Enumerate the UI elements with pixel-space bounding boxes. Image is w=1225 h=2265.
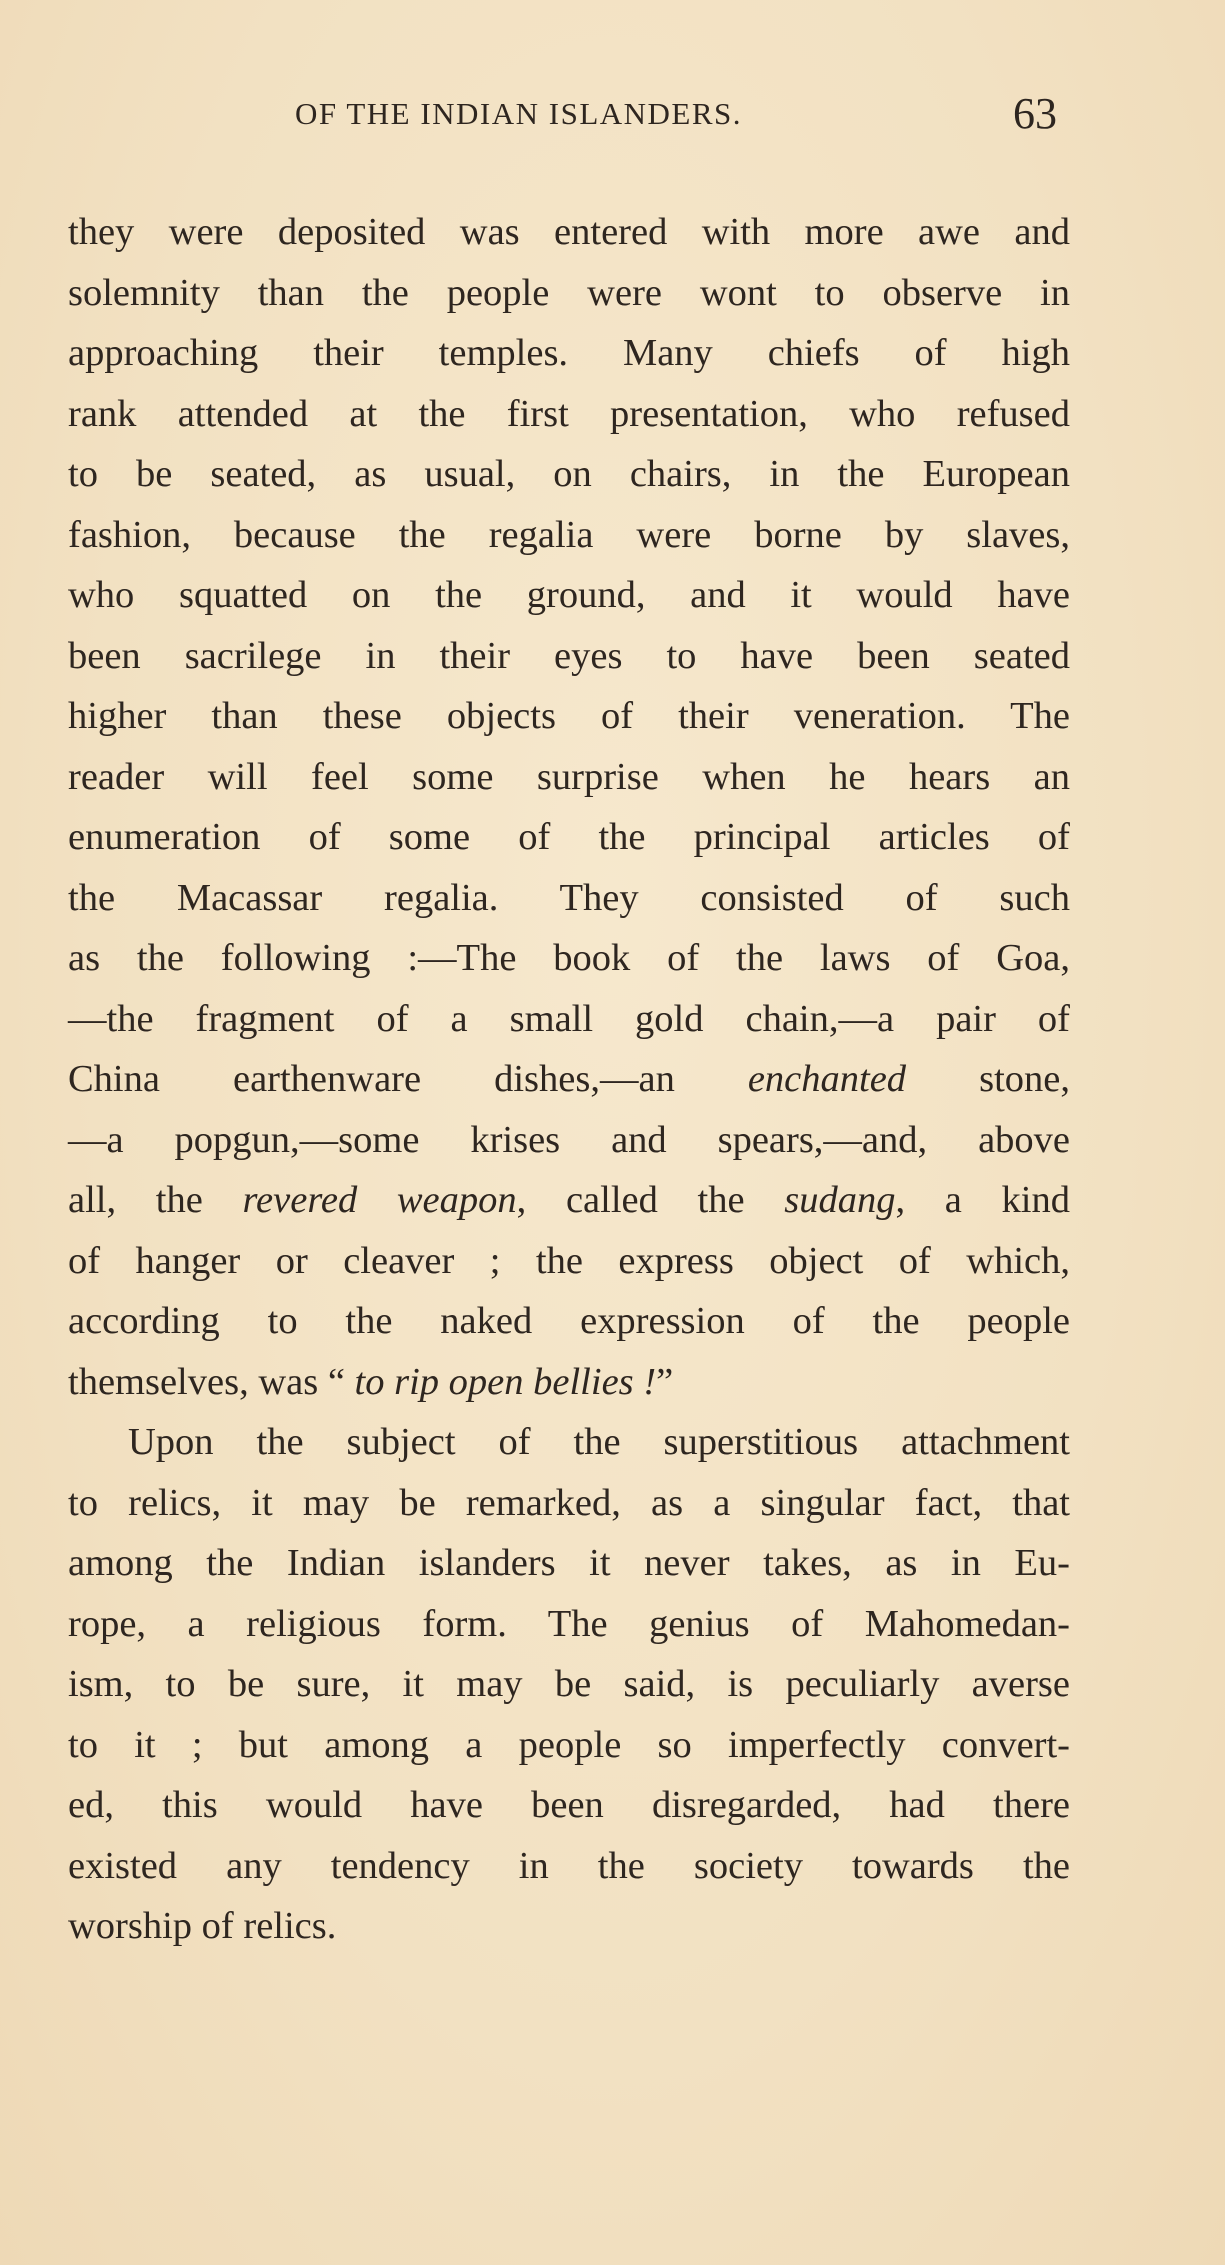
text-line: as the following :—The book of the laws of Goa,: [68, 937, 1070, 979]
text-line: to it ; but among a people so imperfectly convert-: [68, 1723, 1070, 1766]
text-run: ”: [656, 1360, 674, 1403]
italic-run: sudang: [784, 1179, 896, 1221]
text-run: all, the: [68, 1179, 243, 1221]
text-run: stone,: [906, 1058, 1070, 1100]
italic-run: enchanted: [747, 1058, 907, 1100]
text-run: , a kind: [895, 1179, 1070, 1221]
text-line: to relics, it may be remarked, as a singular fact, that: [68, 1481, 1070, 1524]
text-line: rope, a religious form. The genius of Mahomedan-: [68, 1602, 1070, 1645]
running-title: OF THE INDIAN ISLANDERS.: [295, 96, 743, 131]
text-line: existed any tendency in the society towards the: [68, 1844, 1070, 1887]
body-text: [68, 202, 1070, 1957]
running-head: [0, 88, 1225, 138]
text-run: themselves, was “: [68, 1360, 355, 1403]
text-line: [68, 1352, 1070, 1413]
text-line: solemnity than the people were wont to observe in: [68, 271, 1070, 314]
text-line: [68, 1170, 1070, 1231]
text-line: approaching their temples. Many chiefs of high: [68, 332, 1070, 374]
text-line: [68, 1049, 1070, 1110]
text-run: China earthenware dishes,—an: [68, 1058, 748, 1100]
text-line: fashion, because the regalia were borne by slaves,: [68, 513, 1070, 556]
italic-run: to rip open bellies !: [354, 1360, 657, 1403]
text-line: they were deposited was entered with more awe and: [68, 211, 1070, 253]
text-line: worship of relics.: [68, 1905, 337, 1947]
text-line: ism, to be sure, it may be said, is peculiarly averse: [68, 1663, 1070, 1705]
text-line: the Macassar regalia. They consisted of such: [68, 876, 1070, 919]
text-line: higher than these objects of their veneration. The: [68, 695, 1070, 737]
text-line: reader will feel some surprise when he hears an: [68, 755, 1070, 798]
text-line: among the Indian islanders it never takes, as in Eu-: [68, 1542, 1070, 1584]
text-line: ed, this would have been disregarded, had there: [68, 1784, 1070, 1826]
text-line: Upon the subject of the superstitious attachment: [128, 1421, 1070, 1463]
text-line: according to the naked expression of the people: [68, 1300, 1070, 1342]
page-number: 63: [1013, 89, 1057, 138]
text-line: enumeration of some of the principal articles of: [68, 816, 1070, 858]
text-line: to be seated, as usual, on chairs, in the European: [68, 453, 1070, 495]
text-line: —the fragment of a small gold chain,—a pair of: [68, 997, 1070, 1040]
italic-run: revered weapon: [242, 1179, 517, 1221]
text-line: who squatted on the ground, and it would have: [68, 574, 1070, 616]
text-run: , called the: [516, 1179, 785, 1221]
text-line: rank attended at the first presentation, who refused: [68, 392, 1070, 435]
text-line: been sacrilege in their eyes to have been seated: [68, 634, 1070, 677]
text-line: —a popgun,—some krises and spears,—and, above: [68, 1118, 1070, 1161]
text-line: of hanger or cleaver ; the express object of which,: [68, 1239, 1070, 1282]
